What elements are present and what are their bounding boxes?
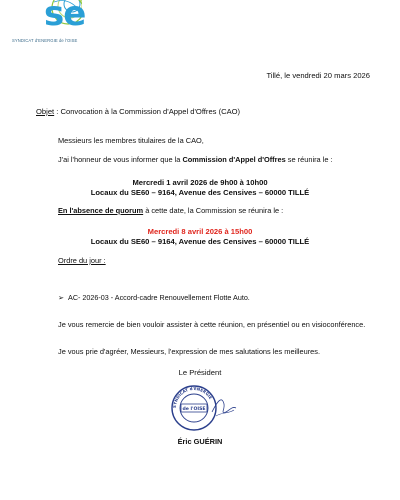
logo-subtitle: SYNDICAT d'ENERGIE de l'OISE: [12, 38, 78, 43]
agenda-item: [58, 293, 250, 302]
intro-bold: Commission d'Appel d'Offres: [182, 155, 286, 164]
intro-pre: J'ai l'honneur de vous informer que la: [58, 155, 183, 164]
official-stamp: [168, 382, 228, 432]
greeting: Messieurs les membres titulaires de la CAO,: [58, 136, 204, 145]
meeting2-date: Mercredi 8 avril 2026 à 15h00: [147, 227, 253, 236]
intro-paragraph: [58, 155, 333, 165]
agenda-label: Ordre du jour :: [58, 256, 106, 265]
logo-word: se: [44, 0, 86, 34]
object-line: [36, 107, 240, 116]
meeting1-place: Locaux du SE60 – 9164, Avenue des Censives – 60000 TILLÉ: [90, 188, 310, 197]
signature-title: Le Président: [178, 368, 222, 377]
meeting1-date: Mercredi 1 avril 2026 de 9h00 à 10h00: [132, 178, 268, 187]
closing-paragraph: Je vous prie d'agréer, Messieurs, l'expression de mes salutations les meilleures.: [58, 347, 321, 356]
stamp-seal-icon: [168, 382, 240, 434]
arrow-bullet-icon: ➢: [58, 293, 65, 302]
quorum-rest: à cette date, la Commission se réunira le :: [143, 206, 284, 215]
agenda-item-text: AC- 2026-03 - Accord-cadre Renouvellement Flotte Auto.: [68, 293, 250, 302]
meeting2-place: Locaux du SE60 – 9164, Avenue des Censives – 60000 TILLÉ: [90, 237, 310, 246]
object-text: : Convocation à la Commission d'Appel d'Offres (CAO): [54, 107, 241, 116]
thanks-paragraph: Je vous remercie de bien vouloir assister à cette réunion, en présentiel ou en visioconférence.: [58, 320, 366, 329]
svg-text:de l'OISE: de l'OISE: [182, 407, 206, 413]
object-label: Objet: [36, 107, 55, 116]
date-line: Tillé, le vendredi 20 mars 2026: [266, 71, 370, 80]
signatory-name: Éric GUÉRIN: [177, 437, 223, 446]
svg-text:SYNDICAT d'ENERGIE: SYNDICAT d'ENERGIE: [171, 385, 214, 409]
intro-post: se réunira le :: [285, 155, 333, 164]
quorum-bold: En l'absence de quorum: [58, 206, 144, 215]
quorum-line: [58, 206, 283, 216]
se60-logo: [4, 0, 124, 52]
